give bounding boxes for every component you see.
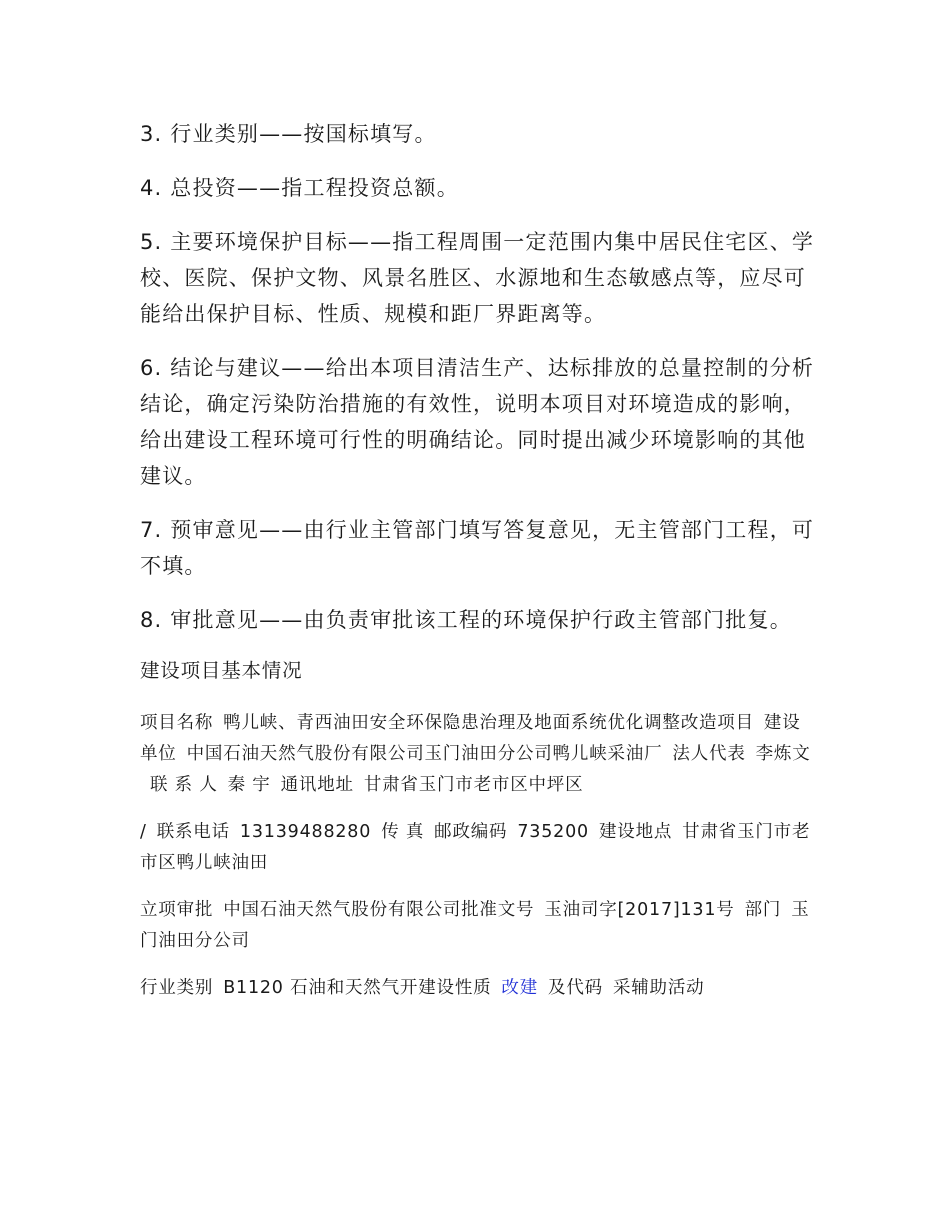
approval-value: 中国石油天然气股份有限公司 <box>223 900 462 920</box>
zip-label: 邮政编码 <box>434 822 508 842</box>
project-info-block-4 <box>140 973 815 1004</box>
phone-label: 联系电话 <box>156 822 230 842</box>
code-label: 及代码 <box>548 978 603 998</box>
nature-value-link[interactable]: 改建 <box>501 978 539 998</box>
contact-person-value: 秦 宇 <box>227 775 271 795</box>
location-label: 建设地点 <box>598 822 673 842</box>
department-value: 玉门油田分公司 <box>140 900 810 951</box>
instruction-item-4: 4. 总投资——指工程投资总额。 <box>140 176 459 200</box>
project-info-block-3 <box>140 895 815 957</box>
fax-label: 传 真 <box>381 822 425 842</box>
construction-unit-label: 建设单位 <box>140 713 801 764</box>
project-info-block-1 <box>140 708 815 801</box>
section-title: 建设项目基本情况 <box>140 659 303 682</box>
address-label: 通讯地址 <box>280 775 354 795</box>
contact-person-label: 联 系 人 <box>150 775 218 795</box>
location-value: 甘肃省玉门市老市区鸭儿峡油田 <box>140 822 811 873</box>
instruction-item-6: 6. 结论与建议——给出本项目清洁生产、达标排放的总量控制的分析结论，确定污染防治措施的有效性，说明本项目对环境造成的影响，给出建设工程环境可行性的明确结论。同时提出减少环境影响的其他建议。 <box>140 356 815 488</box>
instruction-item-5: 5. 主要环境保护目标——指工程周围一定范围内集中居民住宅区、学校、医院、保护文物、风景名胜区、水源地和生态敏感点等，应尽可能给出保护目标、性质、规模和距厂界距离等。 <box>140 230 815 326</box>
instruction-item-8: 8. 审批意见——由负责审批该工程的环境保护行政主管部门批复。 <box>140 608 792 632</box>
project-name-label: 项目名称 <box>140 713 214 733</box>
instruction-item-3: 3. 行业类别——按国标填写。 <box>140 122 437 146</box>
approval-label: 立项审批 <box>140 900 214 920</box>
phone-value: 13139488280 <box>239 822 372 842</box>
slash-mark: / <box>140 822 147 842</box>
department-label: 部门 <box>744 900 782 920</box>
construction-unit-value: 中国石油天然气股份有限公司玉门油田分公司鸭儿峡采油厂 <box>186 744 663 764</box>
legal-rep-value: 李炼文 <box>755 744 811 764</box>
doc-number-value: 玉油司字[2017]131号 <box>544 900 735 920</box>
legal-rep-label: 法人代表 <box>672 744 746 764</box>
document-page <box>140 116 815 1020</box>
industry-label: 行业类别 <box>140 978 214 998</box>
address-value: 甘肃省玉门市老市区中坪区 <box>363 775 584 795</box>
code-value: 采辅助活动 <box>612 978 705 998</box>
industry-value: B1120 石油和天然气开 <box>223 978 419 998</box>
instruction-item-7: 7. 预审意见——由行业主管部门填写答复意见，无主管部门工程，可不填。 <box>140 518 815 578</box>
doc-number-label: 批准文号 <box>461 900 535 920</box>
project-info-block-2 <box>140 817 815 879</box>
nature-label: 建设性质 <box>418 978 492 998</box>
zip-value: 735200 <box>517 822 589 842</box>
project-name-value: 鸭儿峡、青西油田安全环保隐患治理及地面系统优化调整改造项目 <box>223 713 754 733</box>
